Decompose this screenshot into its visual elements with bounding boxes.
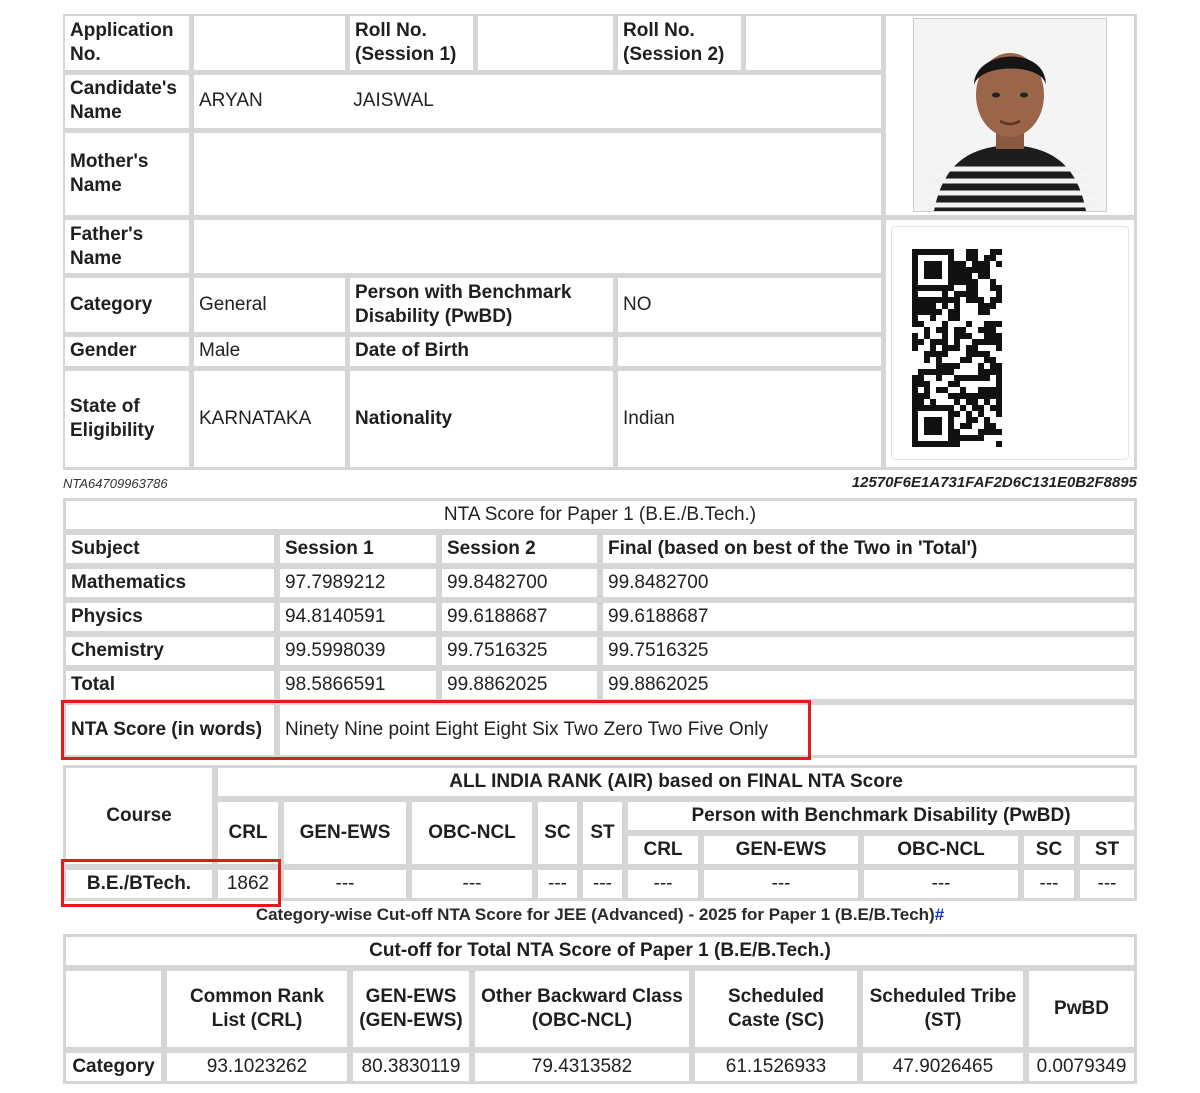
rank-col-sc: SC — [535, 799, 580, 867]
session1-score: 99.5998039 — [277, 634, 439, 668]
rank-st-value: --- — [580, 867, 625, 901]
pwbd-col-crl: CRL — [625, 833, 701, 867]
score-table — [63, 498, 1137, 758]
candidate-details-table — [63, 14, 1137, 470]
roll2-label: Roll No. (Session 2) — [616, 14, 744, 73]
pwbd-label: Person with Benchmark Disability (PwBD) — [348, 276, 616, 335]
category-value: General — [192, 276, 348, 335]
cutoff-table — [63, 934, 1137, 1084]
cutoff-header-gen-ews: GEN-EWS (GEN-EWS) — [350, 968, 472, 1050]
candidate-photo — [913, 18, 1107, 212]
table-row — [63, 566, 1137, 600]
pwbd-obc-ncl-value: --- — [861, 867, 1021, 901]
rank-sc-value: --- — [535, 867, 580, 901]
reference-codes — [63, 474, 1137, 492]
rank-col-gen-ews: GEN-EWS — [281, 799, 409, 867]
category-label: Category — [63, 276, 192, 335]
dob-value — [616, 335, 884, 369]
subject-name: Physics — [63, 600, 277, 634]
session2-score: 99.6188687 — [439, 600, 600, 634]
first-name: ARYAN — [199, 90, 263, 112]
subject-name: Chemistry — [63, 634, 277, 668]
cutoff-st-value: 47.9026465 — [860, 1050, 1026, 1084]
dob-label: Date of Birth — [348, 335, 616, 369]
pwbd-sc-value: --- — [1021, 867, 1077, 901]
cutoff-title: Cut-off for Total NTA Score of Paper 1 (B.E/B.Tech.) — [63, 934, 1137, 968]
rank-crl-value: 1862 — [215, 867, 281, 901]
gender-label: Gender — [63, 335, 192, 369]
cutoff-gen-ews-value: 80.3830119 — [350, 1050, 472, 1084]
cutoff-caption-link[interactable]: # — [934, 905, 945, 924]
subject-name: Mathematics — [63, 566, 277, 600]
cutoff-header-obc-ncl: Other Backward Class (OBC-NCL) — [472, 968, 692, 1050]
cutoff-obc-ncl-value: 79.4313582 — [472, 1050, 692, 1084]
rank-gen-ews-value: --- — [281, 867, 409, 901]
state-value: KARNATAKA — [192, 369, 348, 470]
session2-score: 99.8482700 — [439, 566, 600, 600]
nta-reference: NTA64709963786 — [63, 476, 168, 491]
cutoff-caption — [63, 905, 1137, 925]
final-score: 99.8862025 — [600, 668, 1137, 702]
state-label: State of Eligibility — [63, 369, 192, 470]
session2-score: 99.7516325 — [439, 634, 600, 668]
cutoff-header-pwbd: PwBD — [1026, 968, 1137, 1050]
final-score: 99.7516325 — [600, 634, 1137, 668]
name-label: Candidate's Name — [63, 73, 192, 132]
session1-score: 97.7989212 — [277, 566, 439, 600]
application-no-value — [192, 14, 348, 73]
pwbd-title: Person with Benchmark Disability (PwBD) — [625, 799, 1137, 833]
cutoff-sc-value: 61.1526933 — [692, 1050, 860, 1084]
course-header: Course — [63, 765, 215, 867]
pwbd-col-obc-ncl: OBC-NCL — [861, 833, 1021, 867]
session1-score: 98.5866591 — [277, 668, 439, 702]
cutoff-crl-value: 93.1023262 — [164, 1050, 350, 1084]
nationality-label: Nationality — [348, 369, 616, 470]
gender-value: Male — [192, 335, 348, 369]
hash-code: 12570F6E1A731FAF2D6C131E0B2F8895 — [851, 474, 1137, 491]
pwbd-value: NO — [616, 276, 884, 335]
session1-score: 94.8140591 — [277, 600, 439, 634]
mother-label: Mother's Name — [63, 131, 192, 218]
table-row — [63, 600, 1137, 634]
pwbd-col-gen-ews: GEN-EWS — [701, 833, 861, 867]
cutoff-header-sc: Scheduled Caste (SC) — [692, 968, 860, 1050]
father-label: Father's Name — [63, 218, 192, 277]
rank-col-obc-ncl: OBC-NCL — [409, 799, 535, 867]
score-header-session2: Session 2 — [439, 532, 600, 566]
score-header-subject: Subject — [63, 532, 277, 566]
final-score: 99.8482700 — [600, 566, 1137, 600]
pwbd-col-st: ST — [1077, 833, 1137, 867]
score-words-value: Ninety Nine point Eight Eight Six Two Zero Two Five Only — [277, 702, 1137, 758]
cutoff-row-label: Category — [63, 1050, 164, 1084]
roll1-value — [476, 14, 616, 73]
pwbd-crl-value: --- — [625, 867, 701, 901]
rank-col-st: ST — [580, 799, 625, 867]
qr-code — [891, 226, 1129, 460]
pwbd-col-sc: SC — [1021, 833, 1077, 867]
session2-score: 99.8862025 — [439, 668, 600, 702]
roll1-label: Roll No. (Session 1) — [348, 14, 476, 73]
score-words-label: NTA Score (in words) — [63, 702, 277, 758]
score-title: NTA Score for Paper 1 (B.E./B.Tech.) — [63, 498, 1137, 532]
cutoff-pwbd-value: 0.0079349 — [1026, 1050, 1137, 1084]
course-value: B.E./BTech. — [63, 867, 215, 901]
qr-cell — [884, 218, 1137, 470]
rank-col-crl: CRL — [215, 799, 281, 867]
father-value — [192, 218, 884, 277]
rank-obc-ncl-value: --- — [409, 867, 535, 901]
cutoff-header-crl: Common Rank List (CRL) — [164, 968, 350, 1050]
application-no-label: Application No. — [63, 14, 192, 73]
score-header-session1: Session 1 — [277, 532, 439, 566]
cutoff-header-blank — [63, 968, 164, 1050]
rank-table — [63, 765, 1137, 901]
table-row — [63, 1050, 1137, 1084]
table-row — [63, 634, 1137, 668]
subject-name: Total — [63, 668, 277, 702]
air-title: ALL INDIA RANK (AIR) based on FINAL NTA Score — [215, 765, 1137, 799]
table-row — [63, 668, 1137, 702]
final-score: 99.6188687 — [600, 600, 1137, 634]
photo-cell — [884, 14, 1137, 218]
cutoff-header-st: Scheduled Tribe (ST) — [860, 968, 1026, 1050]
pwbd-st-value: --- — [1077, 867, 1137, 901]
cutoff-caption-text: Category-wise Cut-off NTA Score for JEE (Advanced) - 2025 for Paper 1 (B.E/B.Tech) — [255, 905, 935, 924]
pwbd-gen-ews-value: --- — [701, 867, 861, 901]
roll2-value — [744, 14, 884, 73]
nationality-value: Indian — [616, 369, 884, 470]
last-name: JAISWAL — [353, 90, 434, 112]
name-value — [192, 73, 884, 132]
mother-value — [192, 131, 884, 218]
table-row — [63, 867, 1137, 901]
score-header-final: Final (based on best of the Two in 'Total') — [600, 532, 1137, 566]
